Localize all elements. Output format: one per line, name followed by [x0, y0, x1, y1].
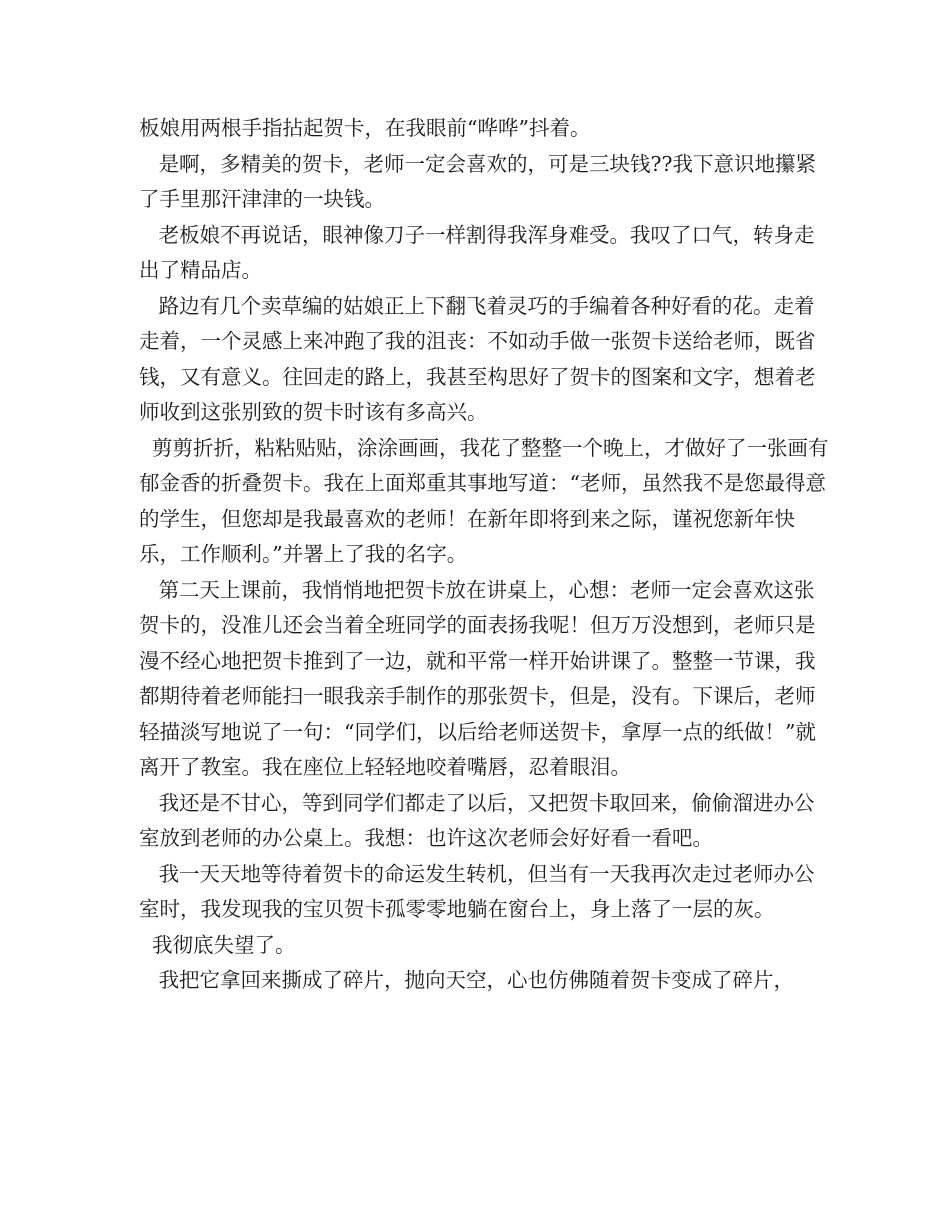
paragraph: 我还是不甘心，等到同学们都走了以后，又把贺卡取回来，偷偷溜进办公室放到老师的办公桌上。我想：也许这次老师会好好看一看吧。 [139, 790, 815, 850]
paragraph: 路边有几个卖草编的姑娘正上下翻飞着灵巧的手编着各种好看的花。走着走着，一个灵感上来冲跑了我的沮丧：不如动手做一张贺卡送给老师，既省钱，又有意义。往回走的路上，我甚至构思好了贺卡的图案和文字，想着老师收到这张别致的贺卡时该有多高兴。 [139, 293, 816, 424]
paragraph: 第二天上课前，我悄悄地把贺卡放在讲桌上，心想：老师一定会喜欢这张贺卡的，没准儿还会当着全班同学的面表扬我呢！但万万没想到，老师只是漫不经心地把贺卡推到了一边，就和平常一样开始讲课了。整整一节课，我都期待着老师能扫一眼我亲手制作的那张贺卡，但是，没有。下课后，老师轻描淡写地说了一句：“同学们，以后给老师送贺卡，拿厚一点的纸做！”就离开了教室。我在座位上轻轻地咬着嘴唇，忍着眼泪。 [139, 577, 816, 779]
paragraph: 剪剪折折，粘粘贴贴，涂涂画画，我花了整整一个晚上，才做好了一张画有郁金香的折叠贺卡。我在上面郑重其事地写道：“老师，虽然我不是您最得意的学生，但您却是我最喜欢的老师！在新年即将到来之际，谨祝您新年快乐，工作顺利。”并署上了我的名字。 [139, 435, 829, 566]
paragraph: 板娘用两根手指拈起贺卡，在我眼前“哗哗”抖着。 [139, 116, 591, 140]
paragraph: 是啊，多精美的贺卡，老师一定会喜欢的，可是三块钱??我下意识地攥紧了手里那汗津津的一块钱。 [139, 151, 817, 211]
paragraph: 我彻底失望了。 [139, 932, 296, 957]
paragraph: 我一天天地等待着贺卡的命运发生转机，但当有一天我再次走过老师办公室时，我发现我的宝贝贺卡孤零零地躺在窗台上，身上落了一层的灰。 [139, 861, 815, 921]
paragraph: 我把它拿回来撕成了碎片，抛向天空，心也仿佛随着贺卡变成了碎片， [139, 968, 795, 992]
document-body [139, 111, 829, 999]
paragraph: 老板娘不再说话，眼神像刀子一样割得我浑身难受。我叹了口气，转身走出了精品店。 [139, 222, 815, 282]
